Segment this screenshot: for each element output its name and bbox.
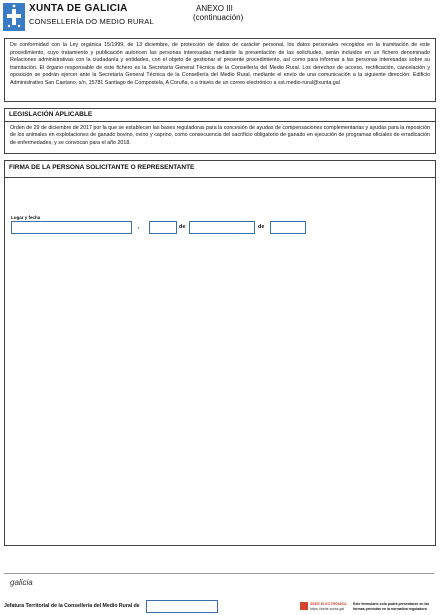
sede-label: SEDE ELECTRÓNICA — [310, 602, 347, 606]
legislation-text: Orden de 29 de diciembre de 2017 por la que se establecen las bases reguladoras para la concesión de ayudas de compensaciones complementarias y ayudas para la reposición de los animales en explotaciones de ganado bovino, ovino y caprino, como consecuencia del sacrificio obligatorio de ganado en ejecución de programas oficiales de erradicación de enfermedades, y se convocan para el año 2018. — [10, 125, 430, 146]
data-protection-notice — [4, 38, 436, 102]
notice-text: De conformidad con la Ley orgánica 15/1999, de 13 diciembre, de protección de datos de carácter personal, los datos personales recogidos en la tramitación de este procedimiento, cuyo tratamiento y publicación autoricen las personas interesadas mediante la presentación de las solicitudes, serán incluidos en un fichero denominado Relaciones administrativas con la ciudadanía y entidades, con el objeto de gestionar el presente procedimiento, así como para informar a las personas interesadas sobre su tramitación. El órgano responsable de este fichero es la Secretaría General Técnica de la Consellería del Medio Rural. Los derechos de acceso, rectificación, cancelación y oposición se podrán ejercer ante la Secretaría General Técnica de la Consellería del Medio Rural, mediante el envío de una comunicación a la siguiente dirección: Edificio Administrativo San Caetano, s/n, 15781 Santiago de Compostela, A Coruña, o a través de un correo electrónico a sxt.medio-rural@xunta.gal — [10, 42, 430, 86]
sede-url[interactable]: https://sede.xunta.gal — [310, 607, 345, 611]
year-input[interactable] — [270, 221, 306, 234]
xunta-logo — [3, 3, 25, 31]
annex-title: ANEXO III — [196, 4, 233, 13]
de-separator-2: de — [258, 224, 265, 230]
annex-subtitle: (continuación) — [193, 13, 244, 22]
submission-note: Este formulario solo podrá presentarse en las formas previstas en la normativa reguladora — [353, 602, 430, 611]
legislation-heading: LEGISLACIÓN APLICABLE — [5, 109, 435, 122]
signature-section — [4, 160, 436, 546]
footer-band — [4, 573, 434, 594]
place-input[interactable] — [11, 221, 132, 234]
day-input[interactable] — [149, 221, 177, 234]
place-date-label: Lugar y fecha — [11, 215, 41, 220]
sede-electronica-icon — [300, 602, 308, 610]
cross-emblem-icon — [3, 3, 25, 31]
signature-heading: FIRMA DE LA PERSONA SOLICITANTE O REPRESENTANTE — [5, 161, 435, 178]
comma-separator: , — [138, 224, 140, 230]
brand-title: XUNTA DE GALICIA — [29, 3, 128, 14]
de-separator-1: de — [179, 224, 186, 230]
recipient-input[interactable] — [146, 600, 218, 613]
recipient-label: Jefatura Territorial de la Consellería del Medio Rural de — [4, 603, 140, 609]
galicia-logo: galicia — [10, 578, 33, 587]
month-input[interactable] — [189, 221, 255, 234]
brand-subtitle: CONSELLERÍA DO MEDIO RURAL — [29, 17, 154, 26]
legislation-section — [4, 108, 436, 154]
